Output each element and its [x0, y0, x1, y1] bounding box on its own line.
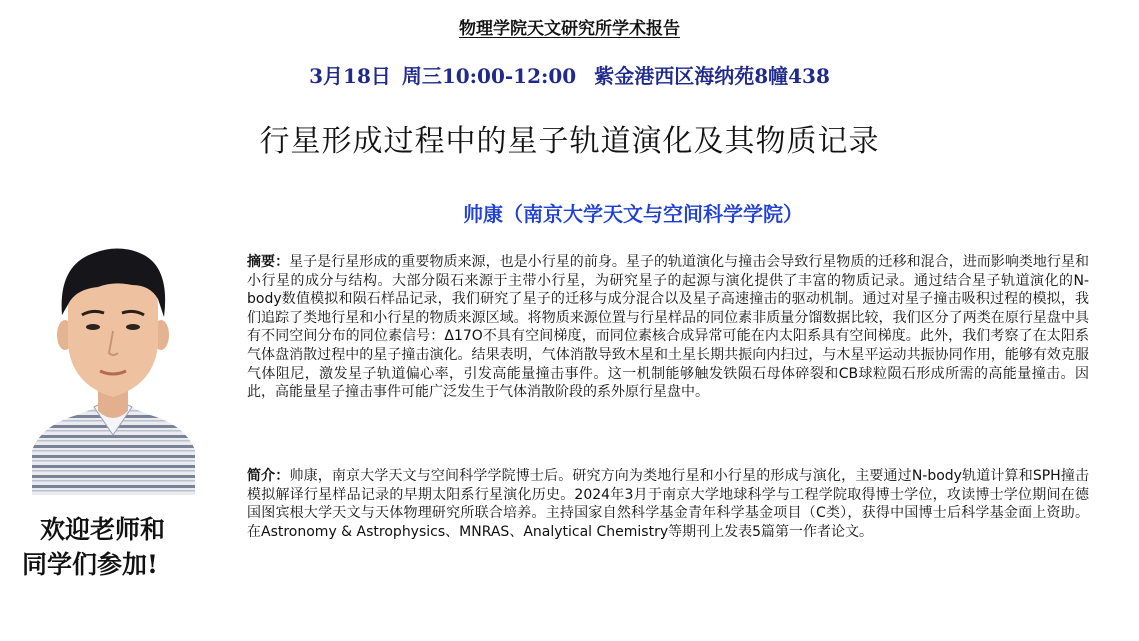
- abstract-text: 星子是行星形成的重要物质来源，也是小行星的前身。星子的轨道演化与撞击会导致行星物质的迁移和混合，进而影响类地行星和小行星的成分与结构。大部分陨石来源于主带小行星，为研究星子的起源与演化提供了丰富的物质记录。通过结合星子轨道演化的N-body数值模拟和陨石样品记录，我们研究了星子的迁移与成分混合以及星子高速撞击的驱动机制。通过对星子撞击吸积过程的模拟，我们追踪了类地行星和小行星的物质来源区域。将物质来源位置与行星样品的同位素非质量分馏数据比较，我们区分了两类在原行星盘中具有不同空间分布的同位素信号：Δ17O不具有空间梯度，而同位素核合成异常可能在内太阳系具有空间梯度。此外，我们考察了在太阳系气体盘消散过程中的星子撞击演化。结果表明，气体消散导致木星和土星长期共振向内扫过，与木星平运动共振协同作用，能够有效克服气体阻尼，激发星子轨道偏心率，引发高能量撞击事件。这一机制能够触发铁陨石母体碎裂和CB球粒陨石形成所需的高能量撞击。因此，高能量星子撞击事件可能广泛发生于气体消散阶段的系外原行星盘中。: [247, 254, 1090, 401]
- speaker-name: 帅康（南京大学天文与空间科学学院）: [463, 202, 803, 226]
- bio-label: 简介：: [247, 468, 290, 484]
- event-datetime: 3月18日 周三10:00-12:00: [309, 64, 577, 88]
- abstract-label: 摘要：: [247, 254, 290, 270]
- organizer-heading: 物理学院天文研究所学术报告: [459, 19, 680, 39]
- event-info: [0, 60, 1139, 89]
- speaker-photo: [32, 235, 195, 495]
- welcome-line-2: 同学们参加!: [22, 550, 158, 579]
- bio-section: [247, 467, 1089, 541]
- welcome-line-1: 欢迎老师和: [40, 515, 166, 544]
- talk-title: 行星形成过程中的星子轨道演化及其物质记录: [259, 124, 880, 159]
- abstract-section: [247, 253, 1089, 402]
- event-location: 紫金港西区海纳苑8幢438: [594, 64, 830, 88]
- bio-text: 帅康，南京大学天文与空间科学学院博士后。研究方向为类地行星和小行星的形成与演化，主要通过N-body轨道计算和SPH撞击模拟解译行星样品记录的早期太阳系行星演化历史。2024年3月于南京大学地球科学与工程学院取得博士学位，攻读博士学位期间在德国图宾根大学天文与天体物理研究所联合培养。主持国家自然科学基金青年科学基金项目（C类），获得中国博士后科学基金面上资助。在Astronomy & Astrophysics、MNRAS、Analytical Chemistry等期刊上发表5篇第一作者论文。: [247, 468, 1089, 540]
- welcome-message: [22, 512, 222, 582]
